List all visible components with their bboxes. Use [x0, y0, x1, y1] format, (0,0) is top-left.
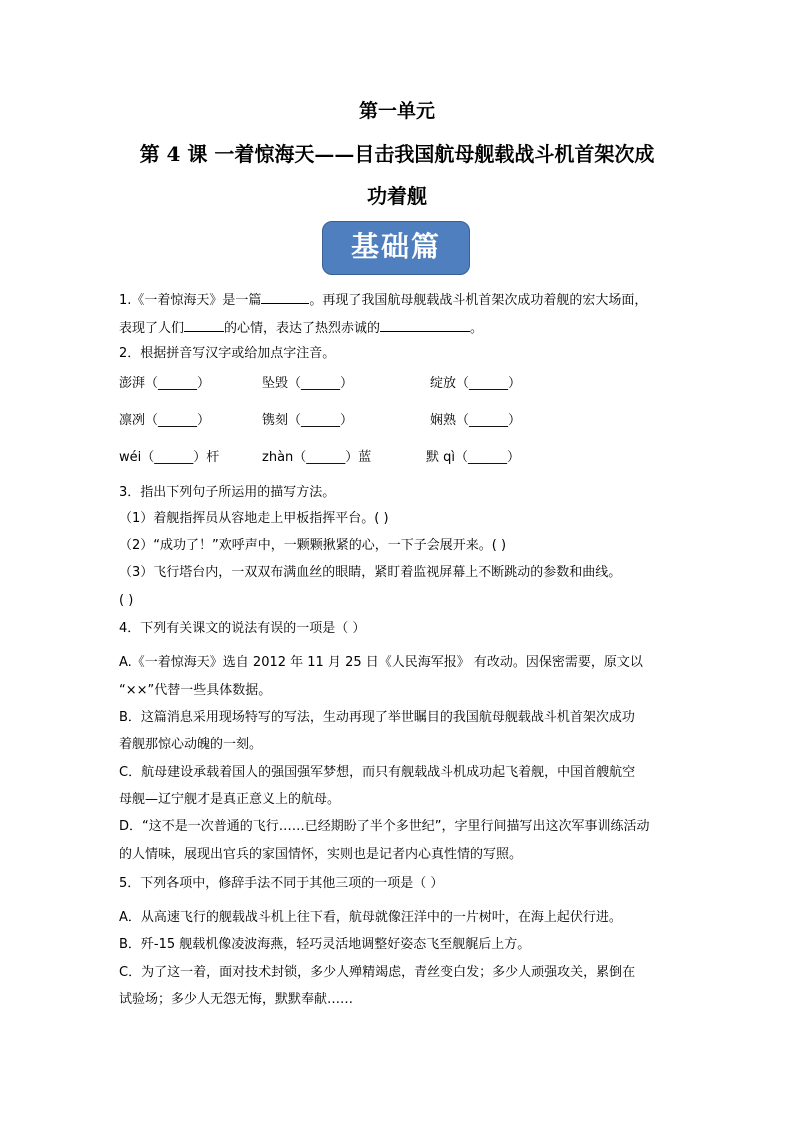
q5-option-c-line2: 试验场；多少人无怨无悔，默默奉献……: [119, 992, 354, 1007]
q1-blank-mood[interactable]: [184, 318, 224, 332]
q3-stem: 3．指出下列句子所运用的描写方法。: [119, 485, 336, 500]
q2-item-r3-1: wéi（______）杆: [119, 450, 220, 465]
q1-blank-feeling[interactable]: [380, 318, 470, 332]
q2-item-r1-3: 绽放（______）: [430, 376, 522, 391]
q1-blank-genre[interactable]: [261, 290, 309, 304]
q2-item-r3-2: zhàn（______）蓝: [262, 450, 372, 465]
section-badge: 基础篇: [322, 221, 470, 275]
q4-stem: 4．下列有关课文的说法有误的一项是（ ）: [119, 621, 366, 636]
q5-option-a: A．从高速飞行的舰载战斗机上往下看，航母就像汪洋中的一片树叶，在海上起伏行进。: [119, 910, 622, 925]
q5-option-c-line1: C．为了这一着，面对技术封锁，多少人殚精竭虑，青丝变白发；多少人顽强攻关，累倒在: [119, 965, 636, 980]
q3-sentence-3: （3）飞行塔台内，一双双布满血丝的眼睛，紧盯着监视屏幕上不断跳动的参数和曲线。: [119, 565, 622, 580]
q1-line1: [119, 290, 647, 310]
q1-text-b: 。再现了我国航母舰载战斗机首架次成功着舰的宏大场面，: [309, 293, 648, 308]
q5-stem: 5．下列各项中，修辞手法不同于其他三项的一项是（ ）: [119, 876, 444, 891]
unit-title: 第一单元: [358, 100, 435, 122]
q4-option-a-line2: “××”代替一些具体数据。: [119, 683, 272, 698]
q4-option-b-line1: B．这篇消息采用现场特写的写法，生动再现了举世瞩目的我国航母舰载战斗机首架次成功: [119, 710, 635, 725]
q2-item-r2-3: 娴熟（______）: [430, 413, 522, 428]
q1-text-c: 表现了人们: [119, 321, 185, 336]
q2-item-r3-3: 默 qì（______）: [426, 450, 520, 465]
q2-item-r1-1: 澎湃（______）: [119, 376, 211, 391]
q1-text-a: 1.《一着惊海天》是一篇: [119, 293, 262, 308]
q4-option-b-line2: 着舰那惊心动魄的一刻。: [119, 737, 263, 752]
q1-text-d: 的心情，表达了热烈赤诚的: [224, 321, 381, 336]
q2-item-r2-2: 镌刻（______）: [262, 413, 354, 428]
q3-sentence-2: （2）“成功了！”欢呼声中，一颗颗揪紧的心，一下子会展开来。( ): [119, 538, 507, 553]
q3-sentence-1: （1）着舰指挥员从容地走上甲板指挥平台。( ): [119, 511, 389, 526]
q4-option-a-line1: A.《一着惊海天》选自 2012 年 11 月 25 日《人民海军报》 有改动。因保密需要，原文以: [119, 655, 643, 670]
lesson-title-line1: 第 4 课 一着惊海天——目击我国航母舰载战斗机首架次成: [139, 142, 655, 166]
q2-item-r1-2: 坠毁（______）: [262, 376, 354, 391]
q3-sentence-3-answer: ( ): [119, 593, 134, 608]
q5-option-b: B．歼-15 舰载机像凌波海燕，轻巧灵活地调整好姿态飞至舰艉后上方。: [119, 937, 531, 952]
q2-item-r2-1: 凛冽（______）: [119, 413, 211, 428]
q1-line2: [119, 318, 483, 338]
q4-option-d-line1: D．“这不是一次普通的飞行……已经期盼了半个多世纪”，字里行间描写出这次军事训练活动: [119, 819, 650, 834]
q4-option-c-line2: 母舰—辽宁舰才是真正意义上的航母。: [119, 792, 341, 807]
q2-stem: 2．根据拼音写汉字或给加点字注音。: [119, 346, 336, 361]
q4-option-d-line2: 的人情味，展现出官兵的家国情怀，实则也是记者内心真性情的写照。: [119, 847, 523, 862]
q1-text-e: 。: [470, 321, 484, 336]
q4-option-c-line1: C．航母建设承载着国人的强国强军梦想，而只有舰载战斗机成功起飞着舰，中国首艘航空: [119, 765, 636, 780]
lesson-title-line2: 功着舰: [367, 184, 427, 208]
